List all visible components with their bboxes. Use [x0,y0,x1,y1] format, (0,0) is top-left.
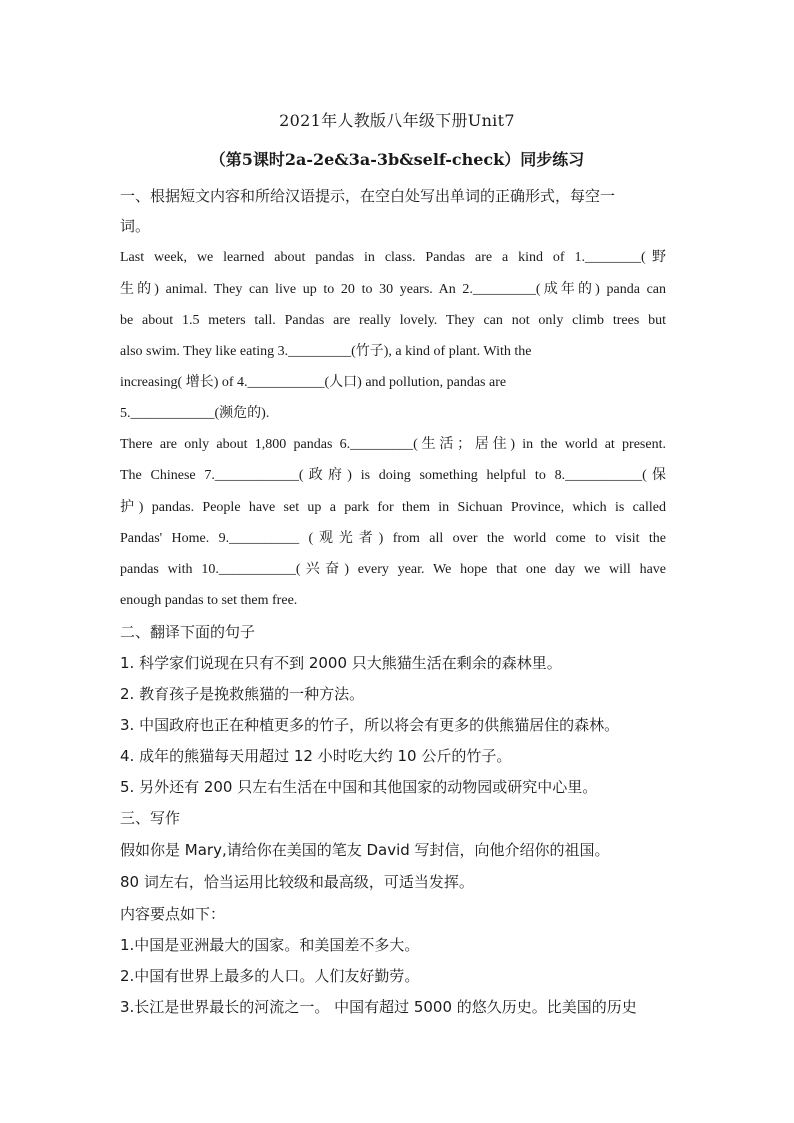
content-point: 2.中国有世界上最多的人口。人们友好勤劳。 [120,967,420,985]
section2-heading: 二、翻译下面的句子 [120,623,256,641]
page-title: 2021年人教版八年级下册Unit7 [279,111,515,130]
content-point: 3.长江是世界最长的河流之一。 中国有超过 5000 的悠久历史。比美国的历史 [120,998,637,1016]
passage-line: also swim. They like eating 3._________(竹子), a kind of plant. With the [120,344,532,359]
page-subtitle: （第5课时2a-2e&3a-3b&self-check）同步练习 [209,150,585,169]
writing-intro-cont: 80 词左右，恰当运用比较级和最高级，可适当发挥。 [120,873,474,891]
section1-heading-cont: 词。 [120,217,151,235]
content-point: 1.中国是亚洲最大的国家。和美国差不多大。 [120,936,420,954]
passage-line: 生的) animal. They can live up to 20 to 30 years. An 2._________(成年的) panda can [120,282,666,297]
section1-heading: 一、根据短文内容和所给汉语提示，在空白处写出单词的正确形式，每空一 [120,187,616,205]
passage-line: enough pandas to set them free. [120,593,298,608]
passage-line: Pandas' Home. 9.__________ (观光者) from all over the world come to visit the [120,531,666,546]
passage-line: Last week, we learned about pandas in class. Pandas are a kind of 1.________(野 [120,250,666,265]
passage-line: 5.____________(濒危的). [120,406,270,421]
translation-item: 3. 中国政府也正在种植更多的竹子，所以将会有更多的供熊猫居住的森林。 [120,716,620,734]
passage-line: 护) pandas. People have set up a park for them in Sichuan Province, which is called [120,500,666,515]
points-label: 内容要点如下： [120,905,226,923]
section3-heading: 三、写作 [120,809,181,827]
passage-line: be about 1.5 meters tall. Pandas are really lovely. They can not only climb trees but [120,313,666,328]
writing-intro: 假如你是 Mary,请给你在美国的笔友 David 写封信，向他介绍你的祖国。 [120,841,610,859]
translation-item: 5. 另外还有 200 只左右生活在中国和其他国家的动物园或研究中心里。 [120,778,598,796]
passage-line: The Chinese 7.____________(政府) is doing something helpful to 8.___________(保 [120,468,666,483]
passage-line: pandas with 10.___________(兴奋) every year. We hope that one day we will have [120,562,666,577]
translation-item: 4. 成年的熊猫每天用超过 12 小时吃大约 10 公斤的竹子。 [120,747,512,765]
translation-item: 2. 教育孩子是挽救熊猫的一种方法。 [120,685,365,703]
passage-line: There are only about 1,800 pandas 6._________(生活；居住) in the world at present. [120,437,666,452]
translation-item: 1. 科学家们说现在只有不到 2000 只大熊猫生活在剩余的森林里。 [120,654,562,672]
passage-line: increasing( 增长) of 4.___________(人口) and pollution, pandas are [120,375,507,390]
